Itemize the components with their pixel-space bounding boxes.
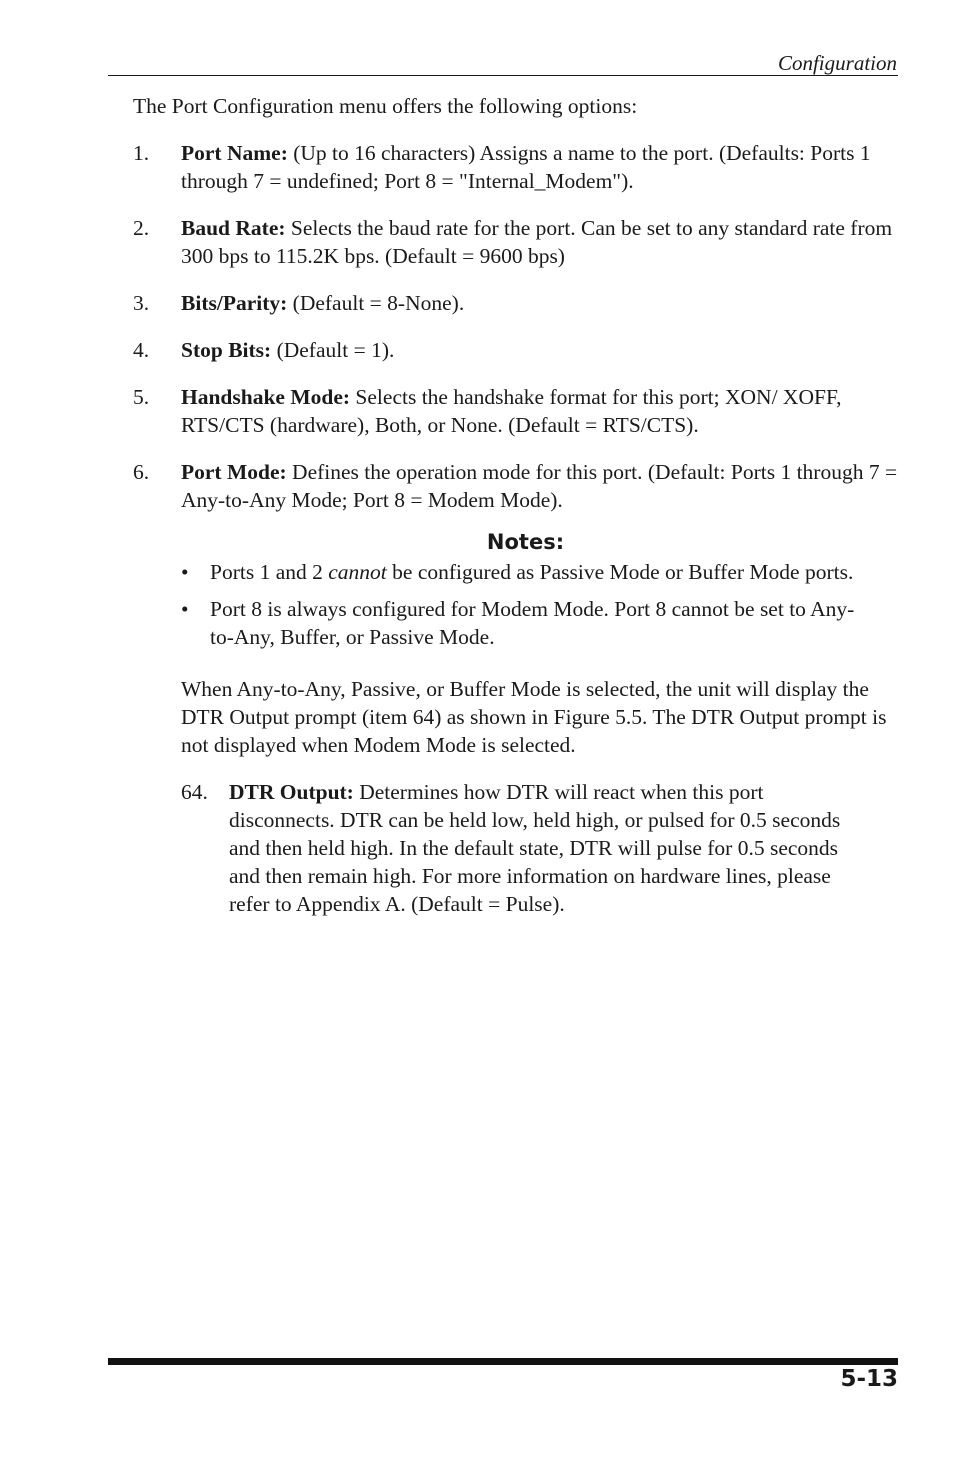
notes-list <box>181 558 870 651</box>
item-term: DTR Output: <box>229 780 354 804</box>
list-item-dtr-output <box>181 778 848 918</box>
item-description: (Default = 1). <box>271 338 395 362</box>
dtr-paragraph: When Any-to-Any, Passive, or Buffer Mode is selected, the unit will display the DTR Output prompt (item 64) as shown in Figure 5.5. The DTR Output prompt is not displayed when Modem Mode is selected. <box>181 677 887 757</box>
item-number: 5. <box>133 385 150 409</box>
item-description: Selects the handshake format for this port; XON/ XOFF, RTS/CTS (hardware), Both, or None. (Default = RTS/CTS). <box>181 385 842 437</box>
emphasis-text: cannot <box>328 560 387 584</box>
section-header-label: Configuration <box>777 51 897 75</box>
bullet-icon: • <box>181 597 189 621</box>
item-description: (Up to 16 characters) Assigns a name to the port. (Defaults: Ports 1 through 7 = undefined; Port 8 = "Internal_Modem"). <box>181 141 871 193</box>
item-number: 1. <box>133 141 150 165</box>
item-description: Determines how DTR will react when this port disconnects. DTR can be held low, held high, or pulsed for 0.5 seconds and then held high. In the default state, DTR will pulse for 0.5 seconds and then remain high. For more information on hardware lines, please refer to Appendix A. (Default = Pulse). <box>229 780 841 916</box>
item-description: Selects the baud rate for the port. Can be set to any standard rate from 300 bps to 115.2K bps. (Default = 9600 bps) <box>181 216 893 268</box>
note-item: • Port 8 is always configured for Modem Mode. Port 8 cannot be set to Any-to-Any, Buffer, or Passive Mode. <box>181 597 855 649</box>
list-item-baud-rate <box>133 214 898 270</box>
item-term: Port Name: <box>181 141 288 165</box>
item-term: Port Mode: <box>181 460 287 484</box>
item-term: Bits/Parity: <box>181 291 288 315</box>
intro-paragraph: The Port Configuration menu offers the following options: <box>133 94 638 118</box>
note-item: • Ports 1 and 2 cannot be configured as Passive Mode or Buffer Mode ports. <box>181 560 854 584</box>
item-term: Handshake Mode: <box>181 385 351 409</box>
item-description: Defines the operation mode for this port. (Default: Ports 1 through 7 = Any-to-Any Mode; Port 8 = Modem Mode). <box>181 460 898 512</box>
header-divider <box>108 75 898 76</box>
item-number: 6. <box>133 460 150 484</box>
item-number: 4. <box>133 338 150 362</box>
notes-heading: Notes: <box>486 530 565 554</box>
item-term: Baud Rate: <box>181 216 286 240</box>
list-item-port-mode <box>133 458 898 514</box>
list-item-bits-parity <box>133 289 898 317</box>
item-number: 64. <box>181 780 208 804</box>
footer-divider <box>108 1358 898 1365</box>
list-item-stop-bits <box>133 336 898 364</box>
item-number: 3. <box>133 291 150 315</box>
item-description: (Default = 8-None). <box>287 291 465 315</box>
page-content <box>133 92 898 918</box>
list-item-port-name <box>133 139 898 195</box>
list-item-handshake-mode <box>133 383 898 439</box>
item-number: 2. <box>133 216 150 240</box>
item-term: Stop Bits: <box>181 338 272 362</box>
page-number: 5-13 <box>840 1366 898 1392</box>
bullet-icon: • <box>181 560 189 584</box>
